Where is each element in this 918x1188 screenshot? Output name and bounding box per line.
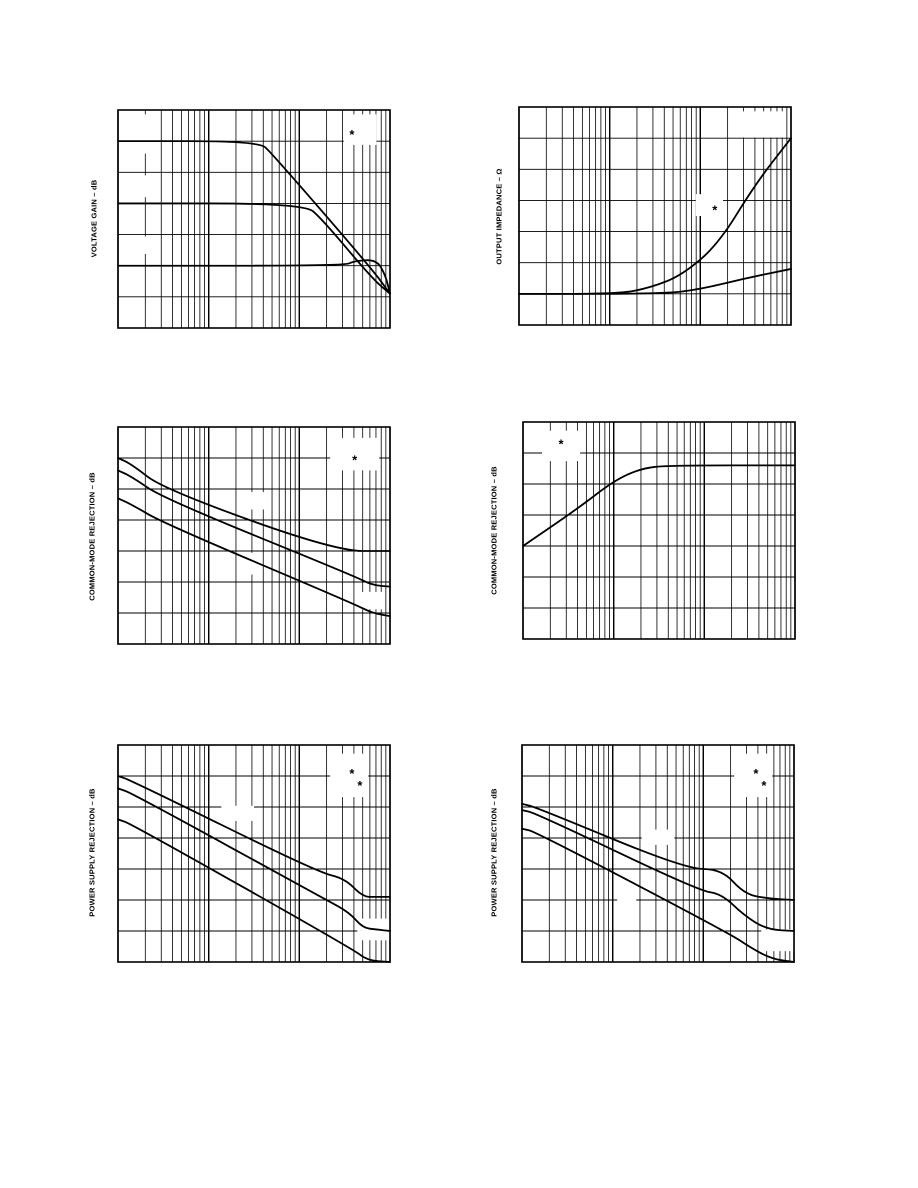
legend-label-box	[221, 806, 254, 821]
y-axis-label: COMMON-MODE REJECTION – dB	[87, 472, 97, 601]
legend-label-box	[240, 492, 267, 509]
asterisk-marker: *	[352, 452, 358, 468]
series-line	[519, 138, 791, 294]
legend-label-box	[137, 114, 159, 153]
legend-label-box	[357, 592, 384, 609]
legend-label-box	[696, 194, 723, 216]
y-axis-label: COMMON-MODE REJECTION – dB	[489, 466, 499, 595]
chart-cmrr-2	[523, 422, 795, 639]
asterisk-marker: *	[349, 126, 355, 142]
legend-label-box	[137, 236, 156, 253]
series-line	[523, 465, 795, 546]
y-axis-label: POWER SUPPLY REJECTION – dB	[489, 788, 499, 917]
series-line	[519, 269, 791, 294]
legend-label-box	[742, 111, 786, 137]
legend-label-box	[137, 175, 156, 197]
y-axis-label: VOLTAGE GAIN – dB	[89, 179, 99, 258]
legend-label-box	[216, 875, 235, 897]
series-line	[118, 203, 390, 293]
chart-output-impedance	[519, 107, 791, 325]
series-line	[522, 804, 794, 900]
chart-voltage-gain	[118, 110, 390, 328]
chart-psrr-1	[118, 745, 390, 962]
y-axis-label: POWER SUPPLY REJECTION – dB	[87, 788, 97, 917]
asterisk-marker: *	[753, 766, 759, 782]
series-line	[118, 141, 390, 294]
asterisk-marker: *	[357, 778, 363, 794]
asterisk-marker: *	[558, 436, 564, 452]
asterisk-marker: *	[761, 778, 767, 794]
asterisk-marker: *	[712, 202, 718, 218]
legend-label-box	[617, 882, 636, 902]
asterisk-marker: *	[349, 766, 355, 782]
y-axis-label: OUTPUT IMPEDANCE – Ω	[494, 168, 504, 265]
chart-psrr-2	[522, 745, 794, 962]
legend-label-box	[642, 830, 675, 845]
legend-label-box	[761, 929, 794, 951]
chart-cmrr-1	[118, 427, 390, 644]
series-line	[522, 810, 794, 931]
series-line	[118, 260, 390, 294]
